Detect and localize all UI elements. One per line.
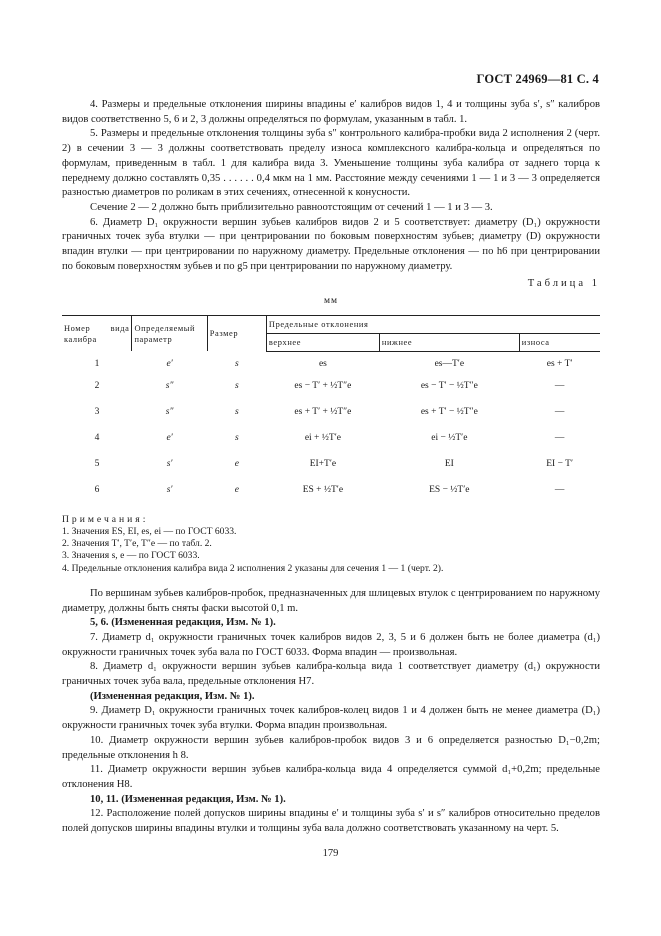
page-number: 179 <box>322 848 339 859</box>
cell-lower: EI <box>444 459 454 470</box>
cell-param: s′ <box>166 485 173 496</box>
header-kind-number: Номер вида калибра <box>62 315 132 351</box>
cell-num: 3 <box>94 407 100 418</box>
cell-size: e <box>234 485 239 496</box>
cell-wear: EI − T′ <box>546 459 574 470</box>
header-lower: нижнее <box>379 333 519 351</box>
clause-paragraph: 10. Диаметр окружности вершин зубьев калибров-пробок видов 3 и 6 определяется разностью D₁−0,2m; предельные отклонения h 8. <box>62 734 600 761</box>
cell-wear: — <box>554 407 565 418</box>
note-1: 1. Значения ES, EI, es, ei — по ГОСТ 6033. <box>62 526 237 538</box>
notes <box>62 514 600 575</box>
cell-upper: es <box>318 359 327 370</box>
cell-upper: es + T′ + ½T″e <box>294 407 352 418</box>
cell-upper: ei + ½T′e <box>304 433 341 444</box>
cell-num: 2 <box>94 381 100 392</box>
table-row <box>62 351 600 374</box>
clause-paragraph: 12. Расположение полей допусков ширины впадины e′ и толщины зуба s′ и s″ калибров относительно пределов полей допусков ширины впадины втулки и толщины зуба вала должно соответствовать указанному на черт. 5. <box>62 808 600 835</box>
cell-lower: ei − ½T′e <box>431 433 468 444</box>
header-size: Размер <box>207 315 266 351</box>
cell-lower: es + T′ − ½T″e <box>420 407 478 418</box>
paragraph-4: 4. Размеры и предельные отклонения ширины впадины e′ калибров видов 1, 4 и толщины зуба s′, s″ калибров видов соответственно 5, 6 и 2, 3 должны определяться по формулам, указанным в табл. 1. <box>62 99 600 125</box>
note-2: 2. Значения T′, T′e, T″e — по табл. 2. <box>62 538 212 550</box>
paragraph-6: 6. Диаметр D₁ окружности вершин зубьев калибров видов 2 и 5 соответствует: диаметру (D₁) окружности граничных точек зуба втулки — при центрировании по боковым поверхностям зубьев; диаметру (D) окружности впадин втулки — при центрировании по наружному диаметру. Предельные отклонения — по h6 при центрировании по боковым поверхностям зубьев и по g5 при центрировании по наружному диаметру. <box>62 216 600 272</box>
cell-param: e′ <box>166 359 173 370</box>
notes-title: Примечания: <box>62 513 149 525</box>
paragraph-section: Сечение 2 — 2 должно быть приблизительно равноотстоящим от сечений 1 — 1 и 3 — 3. <box>90 201 493 213</box>
paragraph-5: 5. Размеры и предельные отклонения толщины зуба s″ контрольного калибра-пробки вида 2 исполнения 2 (черт. 2) в сечении 3 — 3 должны соответствовать пределу износа комплексного калибра-кольца и определяться по формулам, приведенным в табл. 1 для калибра вида 3. Уменьшение толщины зуба калибра от заднего торца к переднему должно составлять 0,35 . . . . . . 0,4 мкм на 1 мм. Расстояние между сечениями 1 — 1 и 3 — 3 определяется разностью диаметров по роликам в этих сечениях, отнесенной к конусности. <box>62 128 600 199</box>
cell-wear: — <box>554 485 565 496</box>
cell-size: s <box>234 407 239 418</box>
clause-paragraph: 9. Диаметр D₁ окружности граничных точек калибров-колец видов 1 и 4 должен быть не менее диаметра (D₁) окружности граничных точек зуба втулки. Форма впадин произвольная. <box>62 705 600 732</box>
document-body <box>62 98 600 837</box>
cell-lower: ES − ½T′e <box>429 485 470 496</box>
header-upper: верхнее <box>266 333 379 351</box>
cell-num: 4 <box>94 433 100 444</box>
table-caption: Таблица 1 <box>527 278 600 290</box>
cell-lower: es—T′e <box>434 359 465 370</box>
amendment-note: 5, 6. (Измененная редакция, Изм. № 1). <box>90 617 276 629</box>
cell-num: 5 <box>94 459 100 470</box>
cell-num: 6 <box>94 485 100 496</box>
cell-size: s <box>234 359 239 370</box>
page-header: ГОСТ 24969—81 С. 4 <box>476 72 599 86</box>
cell-size: s <box>234 433 239 444</box>
cell-upper: EI+T′e <box>309 459 337 470</box>
cell-param: s″ <box>165 407 174 418</box>
table-unit: мм <box>323 296 339 307</box>
table-row <box>62 374 600 400</box>
clause-paragraph: 8. Диаметр d₁ окружности вершин зубьев калибра-кольца вида 1 соответствует диаметру (d₁) окружности граничных точек зуба вала, предельные отклонения H7. <box>62 661 600 688</box>
header-parameter: Определяемый параметр <box>132 315 207 351</box>
cell-size: e <box>234 459 239 470</box>
cell-param: e′ <box>166 433 173 444</box>
table-row <box>62 400 600 426</box>
clause-paragraph: 7. Диаметр d₁ окружности граничных точек калибров видов 2, 3, 5 и 6 должен быть не более диаметра (d₁) окружности граничных точек зуба вала по ГОСТ 6033. Форма впадин — произвольная. <box>62 631 600 658</box>
tolerance-table <box>62 315 600 504</box>
cell-upper: es − T′ + ½T″e <box>294 381 352 392</box>
cell-num: 1 <box>94 359 100 370</box>
cell-param: s′ <box>166 459 173 470</box>
table-row <box>62 478 600 504</box>
clause-paragraph: 11. Диаметр окружности вершин зубьев калибра-кольца вида 4 определяется суммой d₁+0,2m; предельные отклонения H8. <box>62 764 600 790</box>
note-3: 3. Значения s, e — по ГОСТ 6033. <box>62 550 200 562</box>
cell-wear: — <box>554 433 565 444</box>
cell-wear: es + T′ <box>546 359 573 370</box>
table-row <box>62 452 600 478</box>
clause-paragraph: По вершинам зубьев калибров-пробок, предназначенных для шлицевых втулок с центрированием по наружному диаметру, должны быть сняты фаски высотой 0,1 m. <box>62 587 600 614</box>
amendment-note: 10, 11. (Измененная редакция, Изм. № 1). <box>90 793 286 805</box>
header-wear: износа <box>519 333 600 351</box>
cell-param: s″ <box>165 381 174 392</box>
cell-size: s <box>234 381 239 392</box>
amendment-note: (Измененная редакция, Изм. № 1). <box>90 690 255 702</box>
cell-upper: ES + ½T′e <box>302 485 344 496</box>
cell-lower: es − T′ − ½T″e <box>420 381 478 392</box>
header-limit-deviations: Предельные отклонения <box>266 315 600 333</box>
cell-wear: — <box>554 381 565 392</box>
table-row <box>62 426 600 452</box>
note-4: 4. Предельные отклонения калибра вида 2 исполнения 2 указаны для сечения 1 — 1 (черт. 2). <box>62 562 444 574</box>
